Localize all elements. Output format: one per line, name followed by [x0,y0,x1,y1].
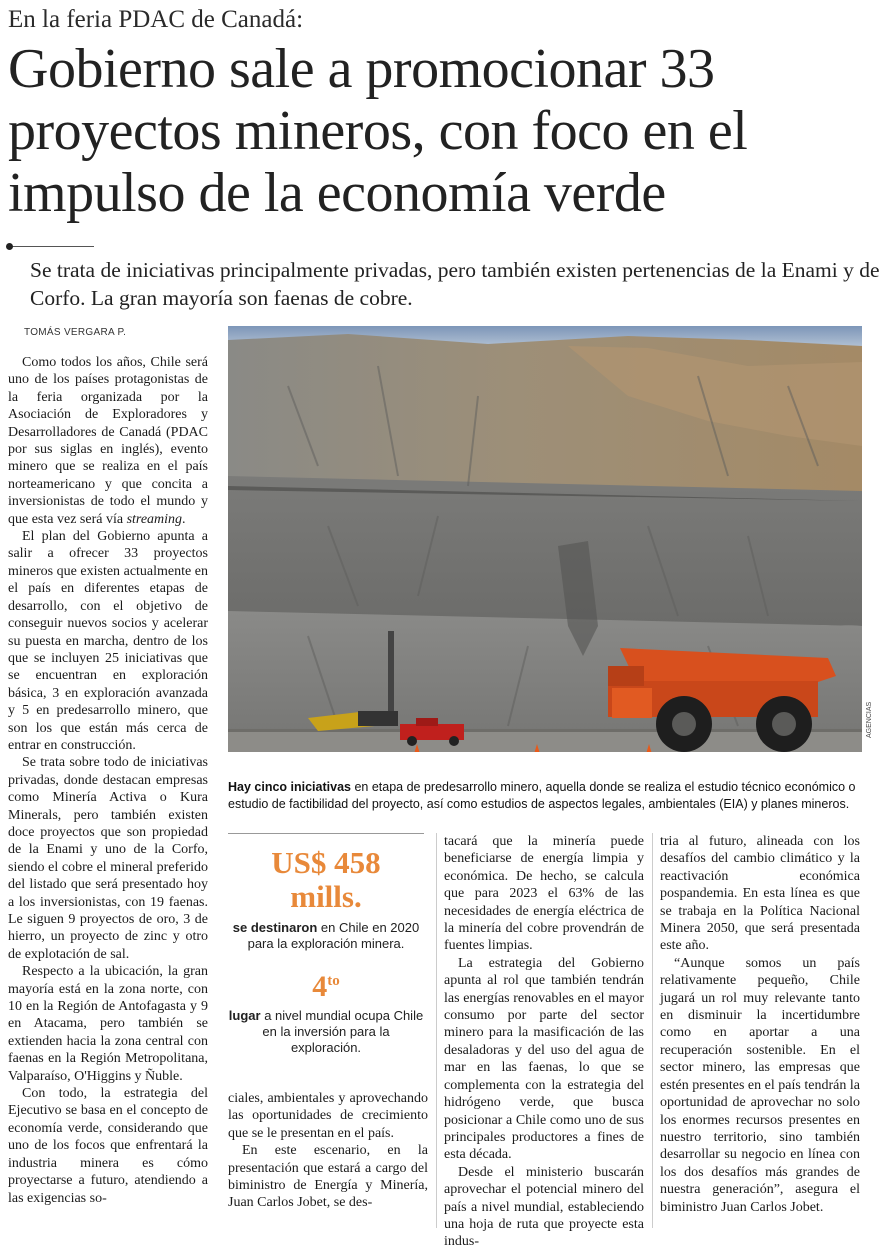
photo-credit: AGENCIAS [866,701,873,738]
byline: TOMÁS VERGARA P. [24,327,127,338]
paragraph-text: . [182,511,186,527]
paragraph: “Aunque somos un país relativamente pequeño, Chile jugará un rol muy relevante tanto en disminuir la incertidumbre como en aportar a una recuperación sostenible. En el sector minero, las empresas que estén presentes en el país tendrán la oportunidad de aprovechar no solo los enormes recursos presentes en nuestro territorio, sino también desarrollar su negocio en línea con los dos desafíos más grandes de nuestra generación”, asegura el biministro Juan Carlos Jobet. [660,955,860,1215]
headline-line: proyectos mineros, con foco en el [8,100,748,162]
stat-rank-bold: lugar [228,1008,261,1023]
stat-rank-suffix: to [327,973,340,989]
paragraph: tacará que la minería puede beneficiarse de energía limpia y económica. De hecho, se calcula que para 2023 el 63% de las necesidades de energía eléctrica de la minería del cobre provendrán de fuentes limpias. [444,834,644,954]
text-column-3 [444,833,644,1251]
paragraph: El plan del Gobierno apunta a salir a ofrecer 33 proyectos mineros que existen actualmente en el país en diferentes etapas de desarrollo, con el objetivo de conseguir nuevos socios y acelerar su puesta en marcha, dentro de los que se incluyen 25 iniciativas que se encuentran en exploración básica, 3 en exploración avanzada y 5 en predesarrollo minero, que son los que están más cerca de entrar en construcción. [8,529,208,753]
stat-amount [228,846,424,914]
stats-box [228,833,424,1080]
paragraph [8,354,208,528]
paragraph: Respecto a la ubicación, la gran mayoría está en la zona norte, con 10 en la Región de Antofagasta y 9 en Atacama, pero también se extienden hacia la zona central con faenas en la Región Metropolitana, Valparaíso, O'Higgins y Ñuble. [8,964,208,1084]
stat-amount-desc: en Chile en 2020 para la exploración minera. [247,920,420,951]
paragraph: En este escenario, en la presentación que estará a cargo del biministro de Energía y Minería, Juan Carlos Jobet, se des- [228,1143,428,1211]
stat-amount-bold: se destinaron [232,920,318,935]
stat-rank [228,964,424,1004]
paragraph: Con todo, la estrategia del Ejecutivo se basa en el concepto de economía verde, considerando que uno de los focos que enfrentará la industria minera es cómo proyectarse a futuro, atendiendo a las exigencias so- [8,1086,208,1206]
text-column-4 [660,833,860,1216]
headline-line: impulso de la economía verde [8,162,666,224]
stat-rank-text [228,1008,424,1056]
stat-amount-text [228,920,424,952]
column-divider [652,833,653,1228]
paragraph: tria al futuro, alineada con los desafíos del cambio climático y la reactivación económica pospandemia. En esta línea es que se trabaja en la Política Nacional Minera 2050, que será presentada este año. [660,834,860,954]
stat-rank-desc: a nivel mundial ocupa Chile en la inversión para la exploración. [260,1008,424,1055]
bullet-dot [6,243,13,250]
stat-rank-number: 4 [312,970,328,1003]
paragraph: ciales, ambientales y aprovechando las oportunidades de crecimiento que se le presentan en el país. [228,1091,428,1141]
deck-rule [8,246,94,247]
text-column-1 [8,354,208,1207]
article-headline [8,38,878,224]
stat-amount-line: US$ 458 [271,845,381,880]
paragraph: Desde el ministerio buscarán aprovechar el potencial minero del país a nivel mundial, estableciendo una hoja de ruta que proyecte esta indus- [444,1164,644,1250]
article-deck: Se trata de iniciativas principalmente privadas, pero también existen pertenencias de la Enami y de Corfo. La gran mayoría son faenas de cobre. [30,258,880,310]
mine-photo [228,326,862,752]
headline-line: Gobierno sale a promocionar 33 [8,38,715,100]
paragraph: Se trata sobre todo de iniciativas privadas, donde destacan empresas como Minería Activa o Kura Minerals, pero también existen doce proyectos que son propiedad de la Enami y uno de la Corfo, siendo el cobre el mineral preferido del listado que será presentado hoy a los inversionistas, con 19 faenas. Le siguen 9 proyectos de oro, 3 de hierro, un proyecto de zinc y otro de explotación de sal. [8,755,208,962]
paragraph-emphasis: streaming [126,511,183,527]
text-column-2 [228,1090,428,1212]
caption-lead: Hay cinco iniciativas [228,780,351,794]
photo-caption [228,779,868,813]
stat-amount-line: mills. [290,879,362,914]
article-kicker: En la feria PDAC de Canadá: [8,6,304,33]
paragraph: La estrategia del Gobierno apunta al rol que también tendrán las energías renovables en el mayor consumo por parte del sector minero para la masificación de las desaladoras y del uso del agua de mar en las faenas, lo que se complementa con la estrategia del hidrógeno verde, que busca posicionar a Chile como uno de sus principales productores a fines de esta década. [444,955,644,1163]
paragraph-text: Como todos los años, Chile será uno de los países protagonistas de la feria organizada por la Asociación de Exploradores y Desarrolladores de Canadá (PDAC por sus siglas en inglés), evento minero que se realiza en el país norteamericano y que concita a inversionistas de todo el mundo y que esta vez será vía [8,355,208,527]
column-divider [436,833,437,1228]
caption-text: en etapa de predesarrollo minero, aquella donde se realiza el estudio técnico económico o estudio de factibilidad del proyecto, así como estudios de aspectos legales, ambientales (EIA) y planes mineros. [228,780,856,811]
